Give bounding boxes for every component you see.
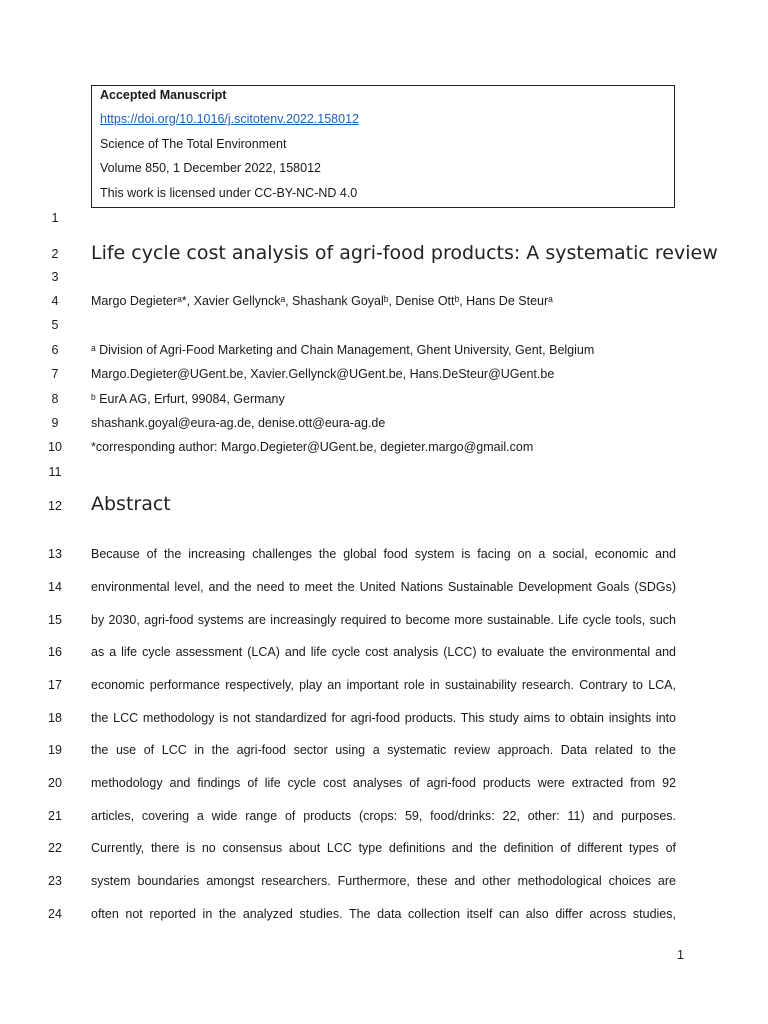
line-number: 8 [51,392,59,406]
line-number: 5 [51,318,59,332]
paper-title: Life cycle cost analysis of agri-food products: A systematic review [91,242,718,264]
line-number: 1 [51,211,59,225]
line-number: 6 [51,343,59,357]
line-number: 14 [48,580,62,594]
emails-b: shashank.goyal@eura-ag.de, denise.ott@eura-ag.de [91,416,386,430]
emails-a: Margo.Degieter@UGent.be, Xavier.Gellynck@UGent.be, Hans.DeSteur@UGent.be [91,367,555,381]
abstract-line: methodology and findings of life cycle cost analyses of agri-food products were extracted from 92 [91,776,676,790]
line-number: 4 [51,294,59,308]
abstract-line: by 2030, agri-food systems are increasingly required to become more sustainable. Life cycle tools, such [91,613,676,627]
line-number: 24 [48,907,62,921]
author-list: Margo Degieterᵃ*, Xavier Gellynckᵃ, Shashank Goyalᵇ, Denise Ottᵇ, Hans De Steurᵃ [91,294,553,308]
manuscript-info-box [91,85,675,208]
manuscript-status: Accepted Manuscript [100,88,227,102]
abstract-line: often not reported in the analyzed studies. The data collection itself can also differ across studies, [91,907,676,921]
line-number: 17 [48,678,62,692]
line-number: 11 [48,465,62,479]
affiliation-b: ᵇ EurA AG, Erfurt, 99084, Germany [91,392,285,406]
license-info: This work is licensed under CC-BY-NC-ND 4.0 [100,186,358,200]
abstract-line: Currently, there is no consensus about LCC type definitions and the definition of different types of [91,841,676,855]
abstract-heading: Abstract [91,493,171,515]
line-number: 20 [48,776,62,790]
line-number: 23 [48,874,62,888]
line-number: 19 [48,743,62,757]
line-number: 16 [48,645,62,659]
abstract-line: the use of LCC in the agri-food sector using a systematic review approach. Data related to the [91,743,676,757]
abstract-line: Because of the increasing challenges the global food system is facing on a social, economic and [91,547,676,561]
abstract-line: articles, covering a wide range of products (crops: 59, food/drinks: 22, other: 11) and purposes. [91,809,676,823]
abstract-line: system boundaries amongst researchers. Furthermore, these and other methodological choices are [91,874,676,888]
line-number: 18 [48,711,62,725]
page-number: 1 [677,948,684,962]
abstract-line: economic performance respectively, play an important role in sustainability research. Contrary to LCA, [91,678,676,692]
line-number: 15 [48,613,62,627]
abstract-line: the LCC methodology is not standardized for agri-food products. This study aims to obtain insights into [91,711,676,725]
line-number: 13 [48,547,62,561]
line-number: 22 [48,841,62,855]
line-number: 2 [51,247,59,261]
doi-line [100,111,359,127]
line-number: 21 [48,809,62,823]
line-number: 7 [51,367,59,381]
volume-info: Volume 850, 1 December 2022, 158012 [100,161,321,175]
journal-name: Science of The Total Environment [100,137,287,151]
line-number: 9 [51,416,59,430]
corresponding-author: *corresponding author: Margo.Degieter@UGent.be, degieter.margo@gmail.com [91,440,534,454]
line-number: 3 [51,270,59,284]
abstract-line: environmental level, and the need to meet the United Nations Sustainable Development Goals (SDGs) [91,580,676,594]
doi-link[interactable]: https://doi.org/10.1016/j.scitotenv.2022.158012 [100,112,359,126]
affiliation-a: ᵃ Division of Agri-Food Marketing and Chain Management, Ghent University, Gent, Belgium [91,343,595,357]
abstract-line: as a life cycle assessment (LCA) and life cycle cost analysis (LCC) to evaluate the environmental and [91,645,676,659]
line-number: 12 [48,499,62,513]
line-number: 10 [48,440,62,454]
